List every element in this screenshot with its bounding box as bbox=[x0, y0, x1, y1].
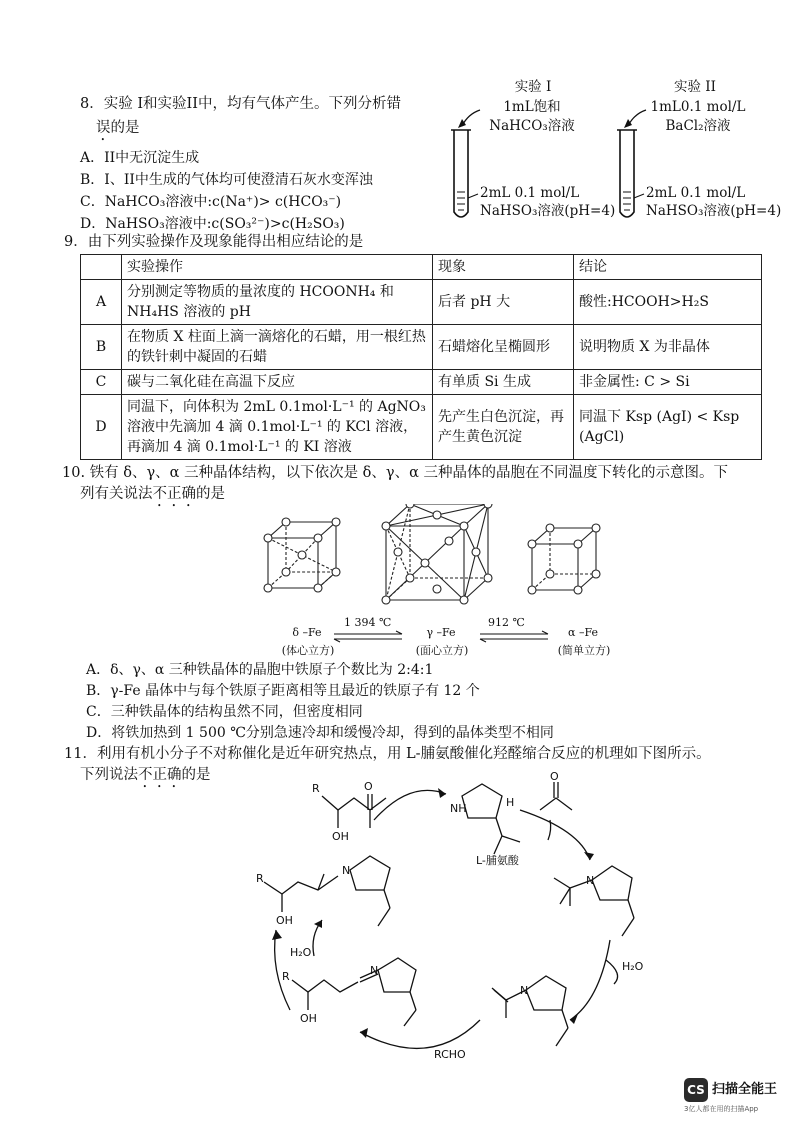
row-label: B bbox=[81, 325, 122, 370]
row-conclusion: 同温下 Ksp (AgI) < Ksp (AgCl) bbox=[574, 395, 762, 460]
temp-label-1: 1 394 ℃ bbox=[344, 616, 392, 629]
cycle-arrow-icon bbox=[520, 810, 590, 860]
q8-stem-line1: 8．实验 I和实验II中，均有气体产生。下列分析错 bbox=[80, 96, 402, 112]
q9-table bbox=[80, 254, 762, 460]
table-header-cell: 实验操作 bbox=[122, 255, 433, 280]
r-label: R bbox=[312, 782, 320, 795]
exp1-reagent-bottom-2: NaHSO₃溶液(pH=4) bbox=[480, 203, 616, 219]
table-row bbox=[81, 280, 762, 325]
n-label: N bbox=[370, 964, 379, 977]
table-header-cell: 现象 bbox=[433, 255, 574, 280]
acetone-structure bbox=[540, 782, 572, 810]
cycle-arrow-icon bbox=[570, 940, 610, 1020]
app-tagline: 3亿人都在用的扫描App bbox=[684, 1105, 759, 1113]
row-operation: 分别测定等物质的量浓度的 HCOONH₄ 和 NH₄HS 溶液的 pH bbox=[122, 280, 433, 325]
exp2-title: 实验 II bbox=[674, 79, 716, 95]
water-in-label: H₂O bbox=[290, 946, 312, 959]
n-label: N bbox=[520, 984, 529, 997]
delta-fe-type: (体心立方) bbox=[281, 644, 335, 657]
gamma-fe-type: (面心立方) bbox=[415, 644, 469, 657]
q10-stem-line1: 10. 铁有 δ、γ、α 三种晶体结构，以下依次是 δ、γ、α 三种晶体的晶胞在不同温度下转化的示意图。下 bbox=[62, 465, 728, 481]
row-operation: 同温下，向体积为 2mL 0.1mol·L⁻¹ 的 AgNO₃ 溶液中先滴加 4 滴 0.1mol·L⁻¹ 的 KCl 溶液，再滴加 4 滴 0.1mol·L⁻¹ 的 KI 溶液 bbox=[122, 395, 433, 460]
enamine-structure bbox=[492, 976, 568, 1046]
alpha-fe-label: α –Fe bbox=[568, 626, 598, 639]
table-row bbox=[81, 395, 762, 460]
cycle-arrow-icon bbox=[360, 1020, 480, 1048]
oh-label: OH bbox=[332, 830, 349, 843]
cs-logo-icon: CS bbox=[684, 1078, 708, 1102]
row-phenomenon: 有单质 Si 生成 bbox=[433, 370, 574, 395]
h-label: H bbox=[506, 796, 515, 809]
q8-option-c: C．NaHCO₃溶液中:c(Na⁺)> c(HCO₃⁻) bbox=[80, 194, 342, 210]
exp2-reagent-top-2: BaCl₂溶液 bbox=[665, 118, 731, 134]
q10-stem-tail: 的是 bbox=[196, 486, 225, 502]
oh-label: OH bbox=[300, 1012, 317, 1025]
row-label: C bbox=[81, 370, 122, 395]
nh-label: NH bbox=[450, 802, 467, 815]
row-conclusion: 非金属性: C > Si bbox=[574, 370, 762, 395]
q10-stem-line2 bbox=[80, 484, 225, 510]
row-operation: 碳与二氧化硅在高温下反应 bbox=[122, 370, 433, 395]
o-label: O bbox=[550, 770, 559, 783]
gamma-fe-label: γ –Fe bbox=[426, 626, 456, 639]
table-header-row bbox=[81, 255, 762, 280]
alpha-fe-type: (简单立方) bbox=[557, 644, 611, 657]
cycle-arrow-icon bbox=[548, 820, 551, 840]
temp-label-2: 912 ℃ bbox=[488, 616, 525, 629]
o-label: O bbox=[364, 780, 373, 793]
r-label: R bbox=[256, 872, 264, 885]
q11-stem-line1: 11．利用有机小分子不对称催化是近年研究热点，用 L-脯氨酸催化羟醛缩合反应的机理如下图所示。 bbox=[64, 746, 711, 762]
catalyst-label: L-脯氨酸 bbox=[476, 854, 519, 867]
q8-stem-tail: 的是 bbox=[110, 120, 140, 136]
q11-stem-tail: 的是 bbox=[181, 767, 211, 783]
table-header-cell bbox=[81, 255, 122, 280]
scanner-watermark bbox=[684, 1078, 777, 1114]
row-phenomenon: 后者 pH 大 bbox=[433, 280, 574, 325]
row-phenomenon: 先产生白色沉淀，再产生黄色沉淀 bbox=[433, 395, 574, 460]
q10-option-a: A．δ、γ、α 三种铁晶体的晶胞中铁原子个数比为 2:4:1 bbox=[86, 662, 434, 678]
row-label: A bbox=[81, 280, 122, 325]
q10-emphasis: 不正确 bbox=[152, 486, 196, 502]
n-label: N bbox=[586, 874, 595, 887]
r-label: R bbox=[282, 970, 290, 983]
cycle-arrow-icon bbox=[606, 960, 618, 984]
row-label: D bbox=[81, 395, 122, 460]
table-header-cell: 结论 bbox=[574, 255, 762, 280]
q8-option-a: A．II中无沉淀生成 bbox=[80, 150, 200, 166]
iron-crystal-figure bbox=[256, 504, 616, 636]
q9-stem: 9．由下列实验操作及现象能得出相应结论的是 bbox=[64, 234, 364, 250]
q8-option-d: D．NaHSO₃溶液中:c(SO₃²⁻)>c(H₂SO₃) bbox=[80, 216, 345, 232]
q10-stem-pre: 列有关说法 bbox=[80, 486, 153, 502]
row-operation: 在物质 X 柱面上滴一滴熔化的石蜡，用一根红热的铁针刺中凝固的石蜡 bbox=[122, 325, 433, 370]
q10-option-b: B．γ-Fe 晶体中与每个铁原子距离相等且最近的铁原子有 12 个 bbox=[86, 683, 480, 699]
sc-unit-cell bbox=[528, 524, 600, 594]
q11-emphasis: 不正确 bbox=[138, 767, 182, 783]
row-conclusion: 酸性:HCOOH>H₂S bbox=[574, 280, 762, 325]
exp1-reagent-top-2: NaHCO₃溶液 bbox=[489, 118, 575, 134]
test-tube-1 bbox=[451, 130, 471, 217]
exp2-reagent-bottom-1: 2mL 0.1 mol/L bbox=[646, 185, 746, 201]
row-phenomenon: 石蜡熔化呈椭圆形 bbox=[433, 325, 574, 370]
table-row bbox=[81, 370, 762, 395]
exp1-reagent-top-1: 1mL饱和 bbox=[503, 99, 561, 115]
row-conclusion: 说明物质 X 为非晶体 bbox=[574, 325, 762, 370]
q8-option-b: B．I、II中生成的气体均可使澄清石灰水变浑浊 bbox=[80, 172, 373, 188]
app-name: 扫描全能王 bbox=[712, 1082, 778, 1097]
table-row bbox=[81, 325, 762, 370]
test-tube-figure bbox=[440, 100, 760, 230]
aldol-product-structure bbox=[322, 794, 386, 828]
n-label: N bbox=[342, 864, 351, 877]
q10-option-c: C．三种铁晶体的结构虽然不同，但密度相同 bbox=[86, 704, 363, 720]
delta-fe-label: δ –Fe bbox=[292, 626, 322, 639]
q11-stem-pre: 下列说法 bbox=[80, 767, 138, 783]
exp1-reagent-bottom-1: 2mL 0.1 mol/L bbox=[480, 185, 580, 201]
q8-emphasis: 误 bbox=[96, 120, 111, 136]
exp1-title: 实验 I bbox=[514, 79, 552, 95]
test-tube-2 bbox=[617, 130, 637, 217]
l-proline-structure bbox=[430, 778, 520, 854]
bcc-unit-cell bbox=[264, 518, 340, 592]
aldehyde-label: RCHO bbox=[434, 1048, 466, 1061]
cycle-arrow-icon bbox=[374, 790, 446, 820]
q10-option-d: D．将铁加热到 1 500 ℃分别急速冷却和缓慢冷却，得到的晶体类型不相同 bbox=[86, 725, 554, 741]
oh-label: OH bbox=[276, 914, 293, 927]
fcc-unit-cell bbox=[382, 504, 492, 604]
q8-stem-line2 bbox=[96, 118, 140, 144]
q11-stem-line2 bbox=[80, 765, 211, 791]
exp2-reagent-bottom-2: NaHSO₃溶液(pH=4) bbox=[646, 203, 782, 219]
proline-mechanism-figure bbox=[250, 770, 750, 1070]
water-out-label: H₂O bbox=[622, 960, 644, 973]
exp2-reagent-top-1: 1mL0.1 mol/L bbox=[650, 99, 746, 115]
